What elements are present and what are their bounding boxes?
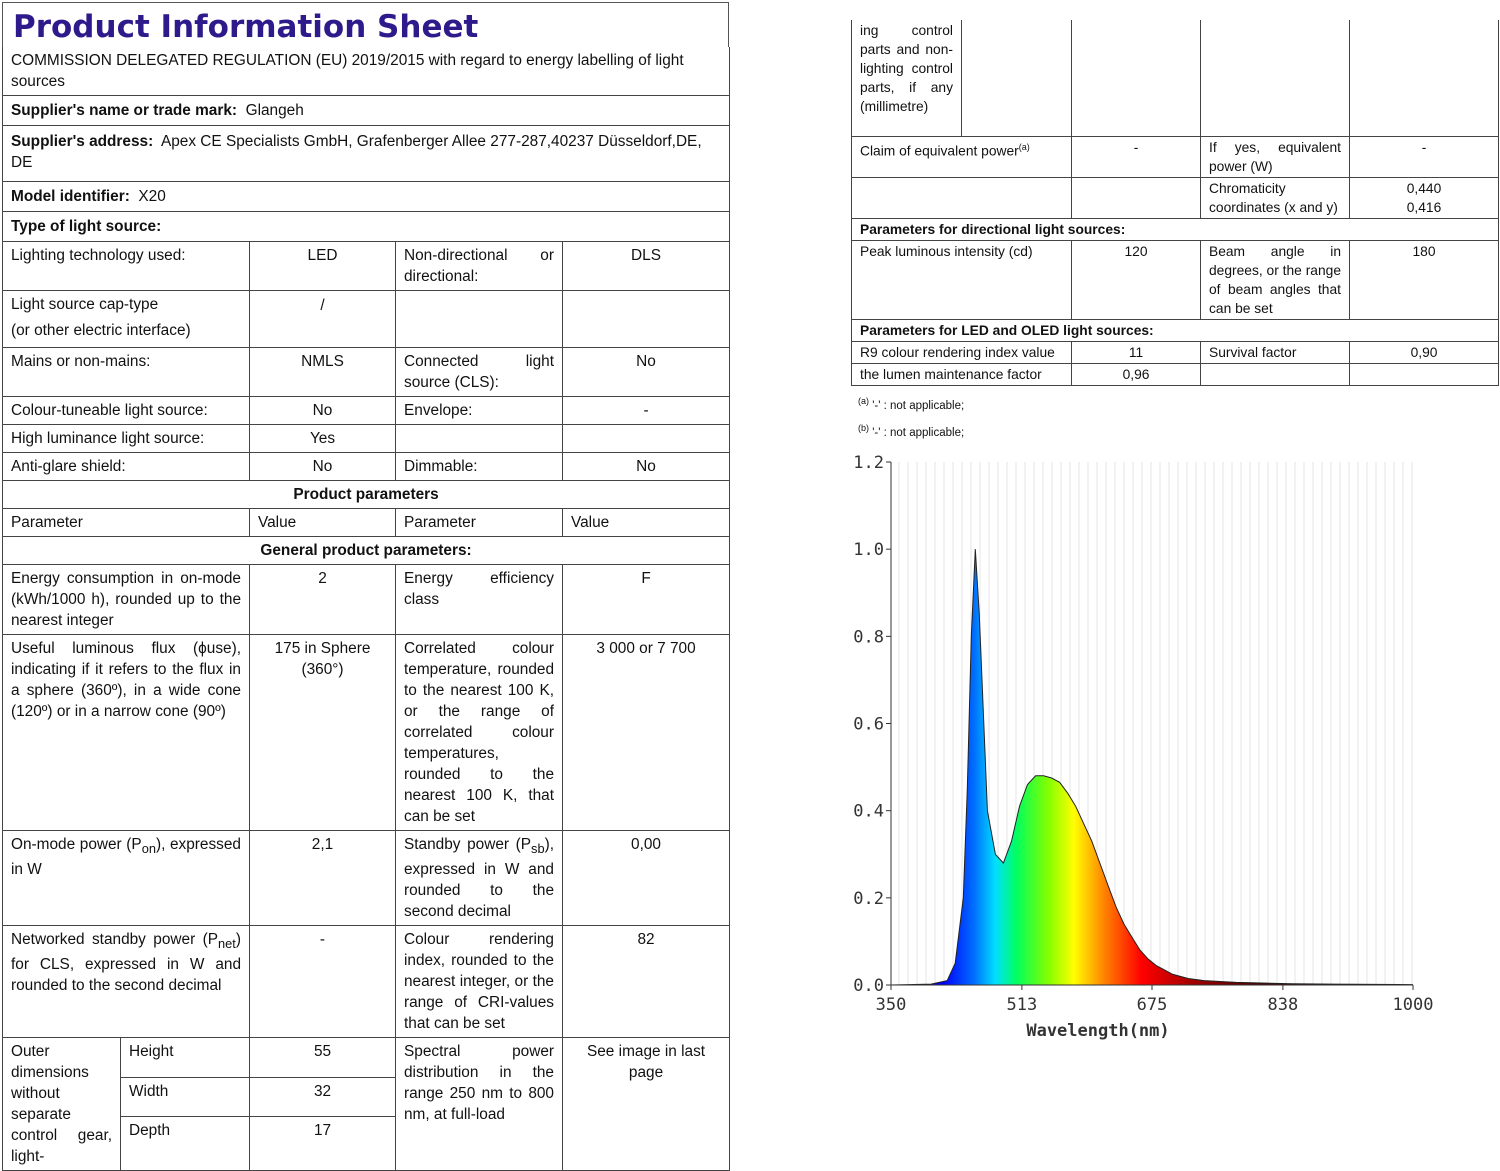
dimension-row [3, 1038, 730, 1078]
parameter-label: Chromaticity coordinates (x and y) [1201, 177, 1350, 218]
x-tick-label: 1000 [1392, 995, 1434, 1015]
type-label: Non-directional or directional: [396, 242, 563, 291]
type-label: Lighting technology used: [3, 242, 250, 291]
column-header-value: Value [250, 509, 396, 537]
parameter-value: F [563, 565, 730, 635]
x-axis-title: Wavelength(nm) [1026, 1021, 1170, 1041]
type-value: No [563, 453, 730, 481]
dimension-label: Width [121, 1077, 250, 1117]
empty-cell [1072, 177, 1201, 218]
type-label [396, 425, 563, 453]
parameter-value: 11 [1072, 341, 1201, 363]
directional-table [851, 20, 1499, 386]
model-label: Model identifier: [11, 188, 130, 205]
parameter-label: Networked standby power $(P_{net})$ for CLS, expressed in W and rounded to the second decimal [3, 926, 250, 1038]
y-tick-label: 0.6 [853, 714, 884, 735]
type-row [3, 348, 730, 397]
column-header-value: Value [563, 509, 730, 537]
y-tick-label: 0.2 [853, 888, 884, 909]
parameter-label: Beam angle in degrees, or the range of beam angles that can be set [1201, 240, 1350, 319]
parameter-value: - [1072, 136, 1201, 177]
y-tick-label: 1.0 [853, 540, 884, 561]
section-title-row [852, 319, 1499, 341]
section-title-row [852, 218, 1499, 240]
parameter-value: 3 000 or 7 700 [563, 635, 730, 831]
type-label: Anti-glare shield: [3, 453, 250, 481]
supplier-address-row [3, 126, 730, 182]
parameter-value: 2 [250, 565, 396, 635]
empty-cell [962, 20, 1072, 136]
y-tick-label: 0.0 [853, 976, 884, 996]
type-value: No [250, 397, 396, 425]
parameter-label: Correlated colour temperature, rounded to the nearest 100 K, or the range of correlated colour temperatures, rounded to the nearest 100 K, that can be set [396, 635, 563, 831]
dimension-value: 55 [250, 1038, 396, 1078]
y-tick-labels [853, 453, 891, 996]
general-parameters-title-row [3, 537, 730, 565]
footnote: $^{(a)}$ '-' : not applicable; [858, 396, 965, 412]
parameter-value: - [1350, 136, 1499, 177]
supplier-name-label: Supplier's name or trade mark: [11, 102, 238, 119]
dimension-label: Height [121, 1038, 250, 1078]
x-tick-label: 838 [1267, 995, 1299, 1015]
model-value: X20 [138, 188, 166, 205]
type-value [563, 425, 730, 453]
empty-cell [1350, 363, 1499, 385]
parameter-value: 0,440 0,416 [1350, 177, 1499, 218]
type-value: No [250, 453, 396, 481]
type-value: / [250, 291, 396, 348]
empty-cell [1201, 363, 1350, 385]
dimension-value: 17 [250, 1117, 396, 1171]
parameter-label: Energy consumption in on-mode (kWh/1000 h), rounded up to the nearest integer [3, 565, 250, 635]
empty-cell [852, 177, 1072, 218]
regulation-row [3, 47, 730, 96]
dimension-value: 32 [250, 1077, 396, 1117]
parameter-row [852, 20, 1499, 136]
parameter-value: 180 [1350, 240, 1499, 319]
parameter-row [3, 831, 730, 926]
x-tick-label: 513 [1006, 995, 1038, 1015]
type-value: Yes [250, 425, 396, 453]
directional-section-title: Parameters for directional light sources: [852, 218, 1499, 240]
parameter-label: Colour rendering index, rounded to the nearest integer, or the range of CRI-values that can be set [396, 926, 563, 1038]
outer-dimensions-label: Outer dimensions without separate control gear, light- [3, 1038, 121, 1171]
parameter-label: Peak luminous intensity (cd) [852, 240, 1072, 319]
supplier-name-value: Glangeh [245, 102, 304, 119]
empty-cell [1350, 20, 1499, 136]
parameter-row [852, 177, 1499, 218]
type-label: High luminance light source: [3, 425, 250, 453]
empty-cell [1201, 20, 1350, 136]
column-header-row [3, 509, 730, 537]
parameter-label: the lumen maintenance factor [852, 363, 1072, 385]
type-label: Dimmable: [396, 453, 563, 481]
info-table [2, 47, 730, 1171]
type-row [3, 397, 730, 425]
x-tick-label: 350 [875, 995, 907, 1015]
parameter-label: R9 colour rendering index value [852, 341, 1072, 363]
parameter-value: 175 in Sphere (360°) [250, 635, 396, 831]
type-row [3, 425, 730, 453]
parameter-value: 0,90 [1350, 341, 1499, 363]
parameter-value: 82 [563, 926, 730, 1038]
dimension-label: Depth [121, 1117, 250, 1171]
parameter-value: - [250, 926, 396, 1038]
type-value: No [563, 348, 730, 397]
footnote: $^{(b)}$ '-' : not applicable; [858, 422, 965, 439]
left-column [2, 2, 729, 1171]
parameter-label: Energy efficiency class [396, 565, 563, 635]
type-row [3, 291, 730, 348]
type-label: Light source cap-type (or other electric interface) [3, 291, 250, 348]
type-row [3, 453, 730, 481]
supplier-address-label: Supplier's address: [11, 133, 154, 150]
page-title: Product Information Sheet [2, 2, 729, 47]
parameter-row [852, 240, 1499, 319]
model-row [3, 182, 730, 212]
spectral-distribution-label: Spectral power distribution in the range 250 nm to 800 nm, at full-load [396, 1038, 563, 1171]
y-tick-label: 0.4 [853, 801, 884, 822]
type-label [396, 291, 563, 348]
type-title-row [3, 212, 730, 242]
type-value: NMLS [250, 348, 396, 397]
product-parameters-title-row [3, 481, 730, 509]
parameter-label: ing control parts and non-lighting control parts, if any (millimetre) [852, 20, 962, 136]
column-header-parameter: Parameter [396, 509, 563, 537]
y-tick-label: 1.2 [853, 453, 884, 473]
x-tick-labels [876, 985, 1434, 1015]
spectral-distribution-value: See image in last page [563, 1038, 730, 1171]
type-label: Connected light source (CLS): [396, 348, 563, 397]
y-tick-label: 0.8 [853, 627, 884, 648]
parameter-row [3, 635, 730, 831]
parameter-value: 120 [1072, 240, 1201, 319]
type-value: - [563, 397, 730, 425]
type-label: Colour-tuneable light source: [3, 397, 250, 425]
spectral-power-chart [848, 448, 1438, 1048]
parameter-row [852, 136, 1499, 177]
type-title: Type of light source: [3, 212, 730, 242]
parameter-row [852, 341, 1499, 363]
parameter-label: Standby power $(P_{sb})$, expressed in W and rounded to the second decimal [396, 831, 563, 926]
parameter-row [3, 926, 730, 1038]
led-section-title: Parameters for LED and OLED light sources: [852, 319, 1499, 341]
supplier-name-row [3, 96, 730, 126]
column-header-parameter: Parameter [3, 509, 250, 537]
parameter-label: Survival factor [1201, 341, 1350, 363]
right-column [851, 20, 1498, 386]
type-value [563, 291, 730, 348]
type-value: DLS [563, 242, 730, 291]
type-label: Envelope: [396, 397, 563, 425]
parameter-row [3, 565, 730, 635]
regulation-text: COMMISSION DELEGATED REGULATION (EU) 2019/2015 with regard to energy labelling of light sources [3, 47, 730, 96]
parameter-label: Claim of equivalent power$^{(a)}$ [852, 136, 1072, 177]
product-parameters-title: Product parameters [3, 481, 730, 509]
parameter-value: 0,96 [1072, 363, 1201, 385]
x-tick-label: 675 [1136, 995, 1168, 1015]
type-value: LED [250, 242, 396, 291]
spectral-power-plot [848, 448, 1438, 1048]
spectrum-area [891, 549, 1413, 985]
type-row [3, 242, 730, 291]
footnotes [858, 390, 964, 444]
supplier-address-value: Apex CE Specialists GmbH, Grafenberger Allee 277-287,40237 Düsseldorf,DE, DE [11, 133, 702, 171]
parameter-label: Useful luminous flux (ϕuse), indicating if it refers to the flux in a sphere (360º), in a wide cone (120º) or in a narrow cone (90º) [3, 635, 250, 831]
parameter-value: 0,00 [563, 831, 730, 926]
parameter-label: On-mode power $(P_{on})$, expressed in W [3, 831, 250, 926]
parameter-value: 2,1 [250, 831, 396, 926]
empty-cell [1072, 20, 1201, 136]
type-label: Mains or non-mains: [3, 348, 250, 397]
parameter-label: If yes, equivalent power (W) [1201, 136, 1350, 177]
general-parameters-title: General product parameters: [3, 537, 730, 565]
parameter-row [852, 363, 1499, 385]
